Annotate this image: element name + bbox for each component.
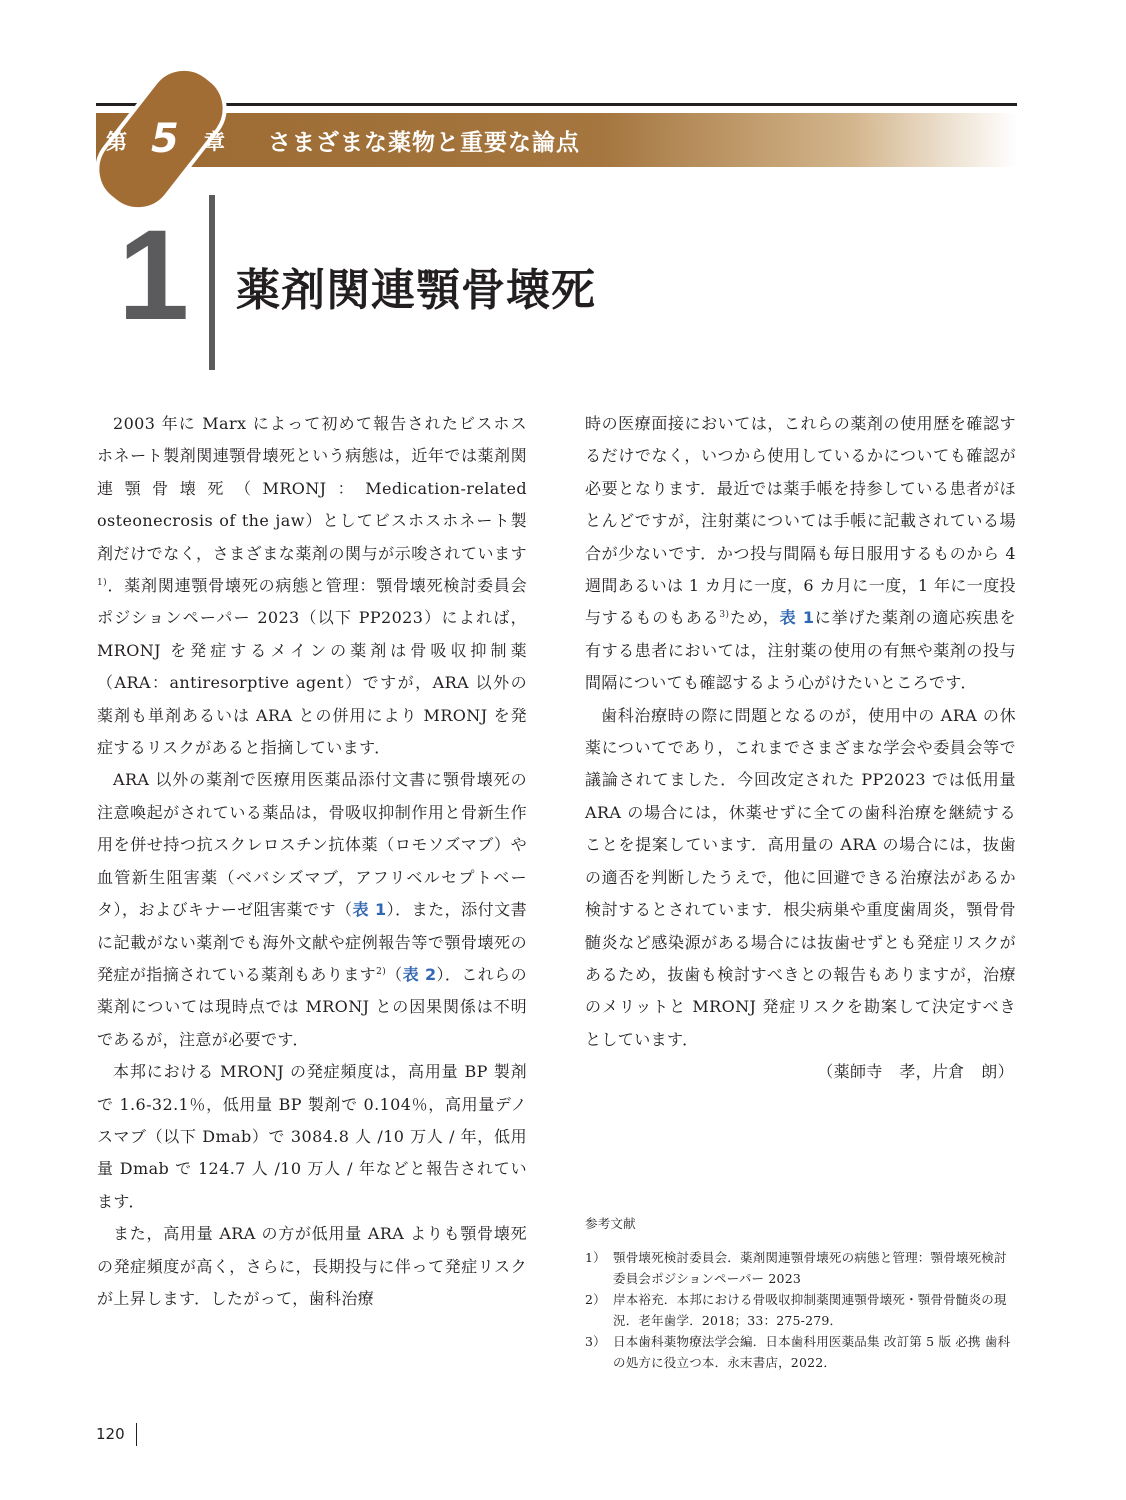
paragraph-text: （: [386, 964, 403, 984]
reference-item: [585, 1331, 1017, 1373]
reference-number: 3）: [585, 1334, 606, 1349]
paragraph-3: 本邦における MRONJ の発症頻度は，高用量 BP 製剤で 1.6-32.1％，低用量 BP 製剤で 0.104％，高用量デノスマブ（以下 Dmab）で 3084.8 人 /10 万人 / 年，低用量 Dmab で 124.7 人 /10 万人 / 年などと報告されています．: [97, 1062, 527, 1211]
paragraph-text: 時の医療面接においては，これらの薬剤の使用歴を確認するだけでなく，いつから使用しているかについても確認が必要となります．最近では薬手帳を持参している患者がほとんどですが，注射薬については手帳に記載されている場合が少ないです．かつ投与間隔も毎日服用するものから 4 週間あるいは 1 カ月に一度，6 カ月に一度，1 年に一度投与するものもある: [585, 414, 1016, 628]
references: [585, 1213, 1017, 1373]
references-heading: 参考文献: [585, 1216, 636, 1231]
table-1-reference-link[interactable]: 表 1: [779, 608, 815, 628]
reference-text: 日本歯科薬物療法学会編．日本歯科用医薬品集 改訂第 5 版 必携 歯科の処方に役立つ本．永末書店，2022．: [613, 1334, 1011, 1370]
authors: （薬師寺 孝，片倉 朗）: [817, 1062, 1014, 1082]
body-column-right: [585, 408, 1016, 1089]
reference-text: 岸本裕充．本邦における骨吸収抑制薬関連顎骨壊死・顎骨骨髄炎の現況．老年歯学．2018；33：275-279．: [613, 1292, 1007, 1328]
paragraph-1: [97, 408, 527, 764]
paragraph-text: に挙げた薬剤の適応疾患を有する患者においては，注射薬の使用の有無や薬剤の投与間隔についても確認するよう心がけたいところです．: [585, 608, 1016, 693]
paragraph-text: 2003 年に Marx によって初めて報告されたビスホスホネート製剤関連顎骨壊死という病態は，近年では薬剤関連顎骨壊死（MRONJ：Medication-related osteonecrosis of the jaw）としてビスホスホネート製剤だけでなく，さまざまな薬剤の関与が示唆されています: [97, 414, 527, 563]
reference-item: [585, 1289, 1017, 1331]
reference-text: 顎骨壊死検討委員会．薬剤関連顎骨壊死の病態と管理：顎骨壊死検討委員会ポジションペーパー 2023: [613, 1250, 1007, 1286]
paragraph-text: ため，: [729, 608, 780, 628]
paragraph-text: ）．また，添付文書に記載がない薬剤でも海外文献や症例報告等で顎骨壊死の発症が指摘されている薬剤もあります: [97, 900, 527, 984]
chapter-suffix: 章: [204, 130, 225, 154]
folio-divider: [136, 1423, 137, 1446]
chapter-prefix: 第: [106, 130, 127, 154]
reference-number: 1）: [585, 1250, 606, 1265]
citation-superscript: 2): [376, 966, 387, 977]
paragraph-5: [585, 408, 1016, 700]
reference-number: 2）: [585, 1292, 606, 1307]
reference-item: [585, 1247, 1017, 1289]
table-2-reference-link[interactable]: 表 2: [402, 964, 437, 984]
section-title: 薬剤関連顎骨壊死: [236, 265, 596, 316]
paragraph-6: 歯科治療時の際に問題となるのが，使用中の ARA の休薬についてであり，これまでさまざまな学会や委員会等で議論されてました．今回改定された PP2023 では低用量 ARA の場合には，休薬せずに全ての歯科治療を継続することを提案しています．高用量の ARA の場合には，抜歯の適否を判断したうえで，他に回避できる治療法があるか検討するとされています．根尖病巣や重度歯周炎，顎骨骨髄炎など感染源がある場合には抜歯せずとも発症リスクがあるため，抜歯も検討すべきとの報告もありますが，治療のメリットと MRONJ 発症リスクを勘案して決定すべきとしています．: [585, 705, 1016, 1049]
chapter-title: さまざまな薬物と重要な論点: [268, 130, 580, 156]
paragraph-text: ARA 以外の薬剤で医療用医薬品添付文書に顎骨壊死の注意喚起がされている薬品は，骨吸収抑制作用と骨新生作用を併せ持つ抗スクレロスチン抗体薬（ロモソズマブ）や血管新生阻害薬（ベバシズマブ，アフリベルセプトベータ），およびキナーゼ阻害薬です（: [97, 770, 527, 920]
paragraph-text: ）．これらの薬剤については現時点では MRONJ との因果関係は不明であるが，注意が必要です．: [97, 964, 527, 1049]
paragraph-text: ．薬剤関連顎骨壊死の病態と管理：顎骨壊死検討委員会ポジションペーパー 2023（以下 PP2023）によれば，MRONJ を発症するメインの薬剤は骨吸収抑制薬（ARA：antiresorptive agent）ですが，ARA 以外の薬剤も単剤あるいは ARA との併用により MRONJ を発症するリスクがあると指摘しています．: [97, 576, 527, 758]
section-divider: [209, 195, 215, 370]
section-number: 1: [118, 204, 190, 347]
page-number: 120: [96, 1425, 125, 1443]
citation-superscript: 1): [97, 578, 108, 589]
chapter-number: 5: [151, 116, 179, 162]
body-column-left: [97, 408, 527, 1315]
top-rule: [96, 103, 1017, 106]
table-1-reference-link[interactable]: 表 1: [352, 900, 387, 920]
paragraph-2: [97, 764, 527, 1056]
citation-superscript: 3): [719, 610, 730, 621]
paragraph-4: また，高用量 ARA の方が低用量 ARA よりも顎骨壊死の発症頻度が高く，さらに，長期投与に伴って発症リスクが上昇します．したがって，歯科治療: [97, 1224, 527, 1308]
